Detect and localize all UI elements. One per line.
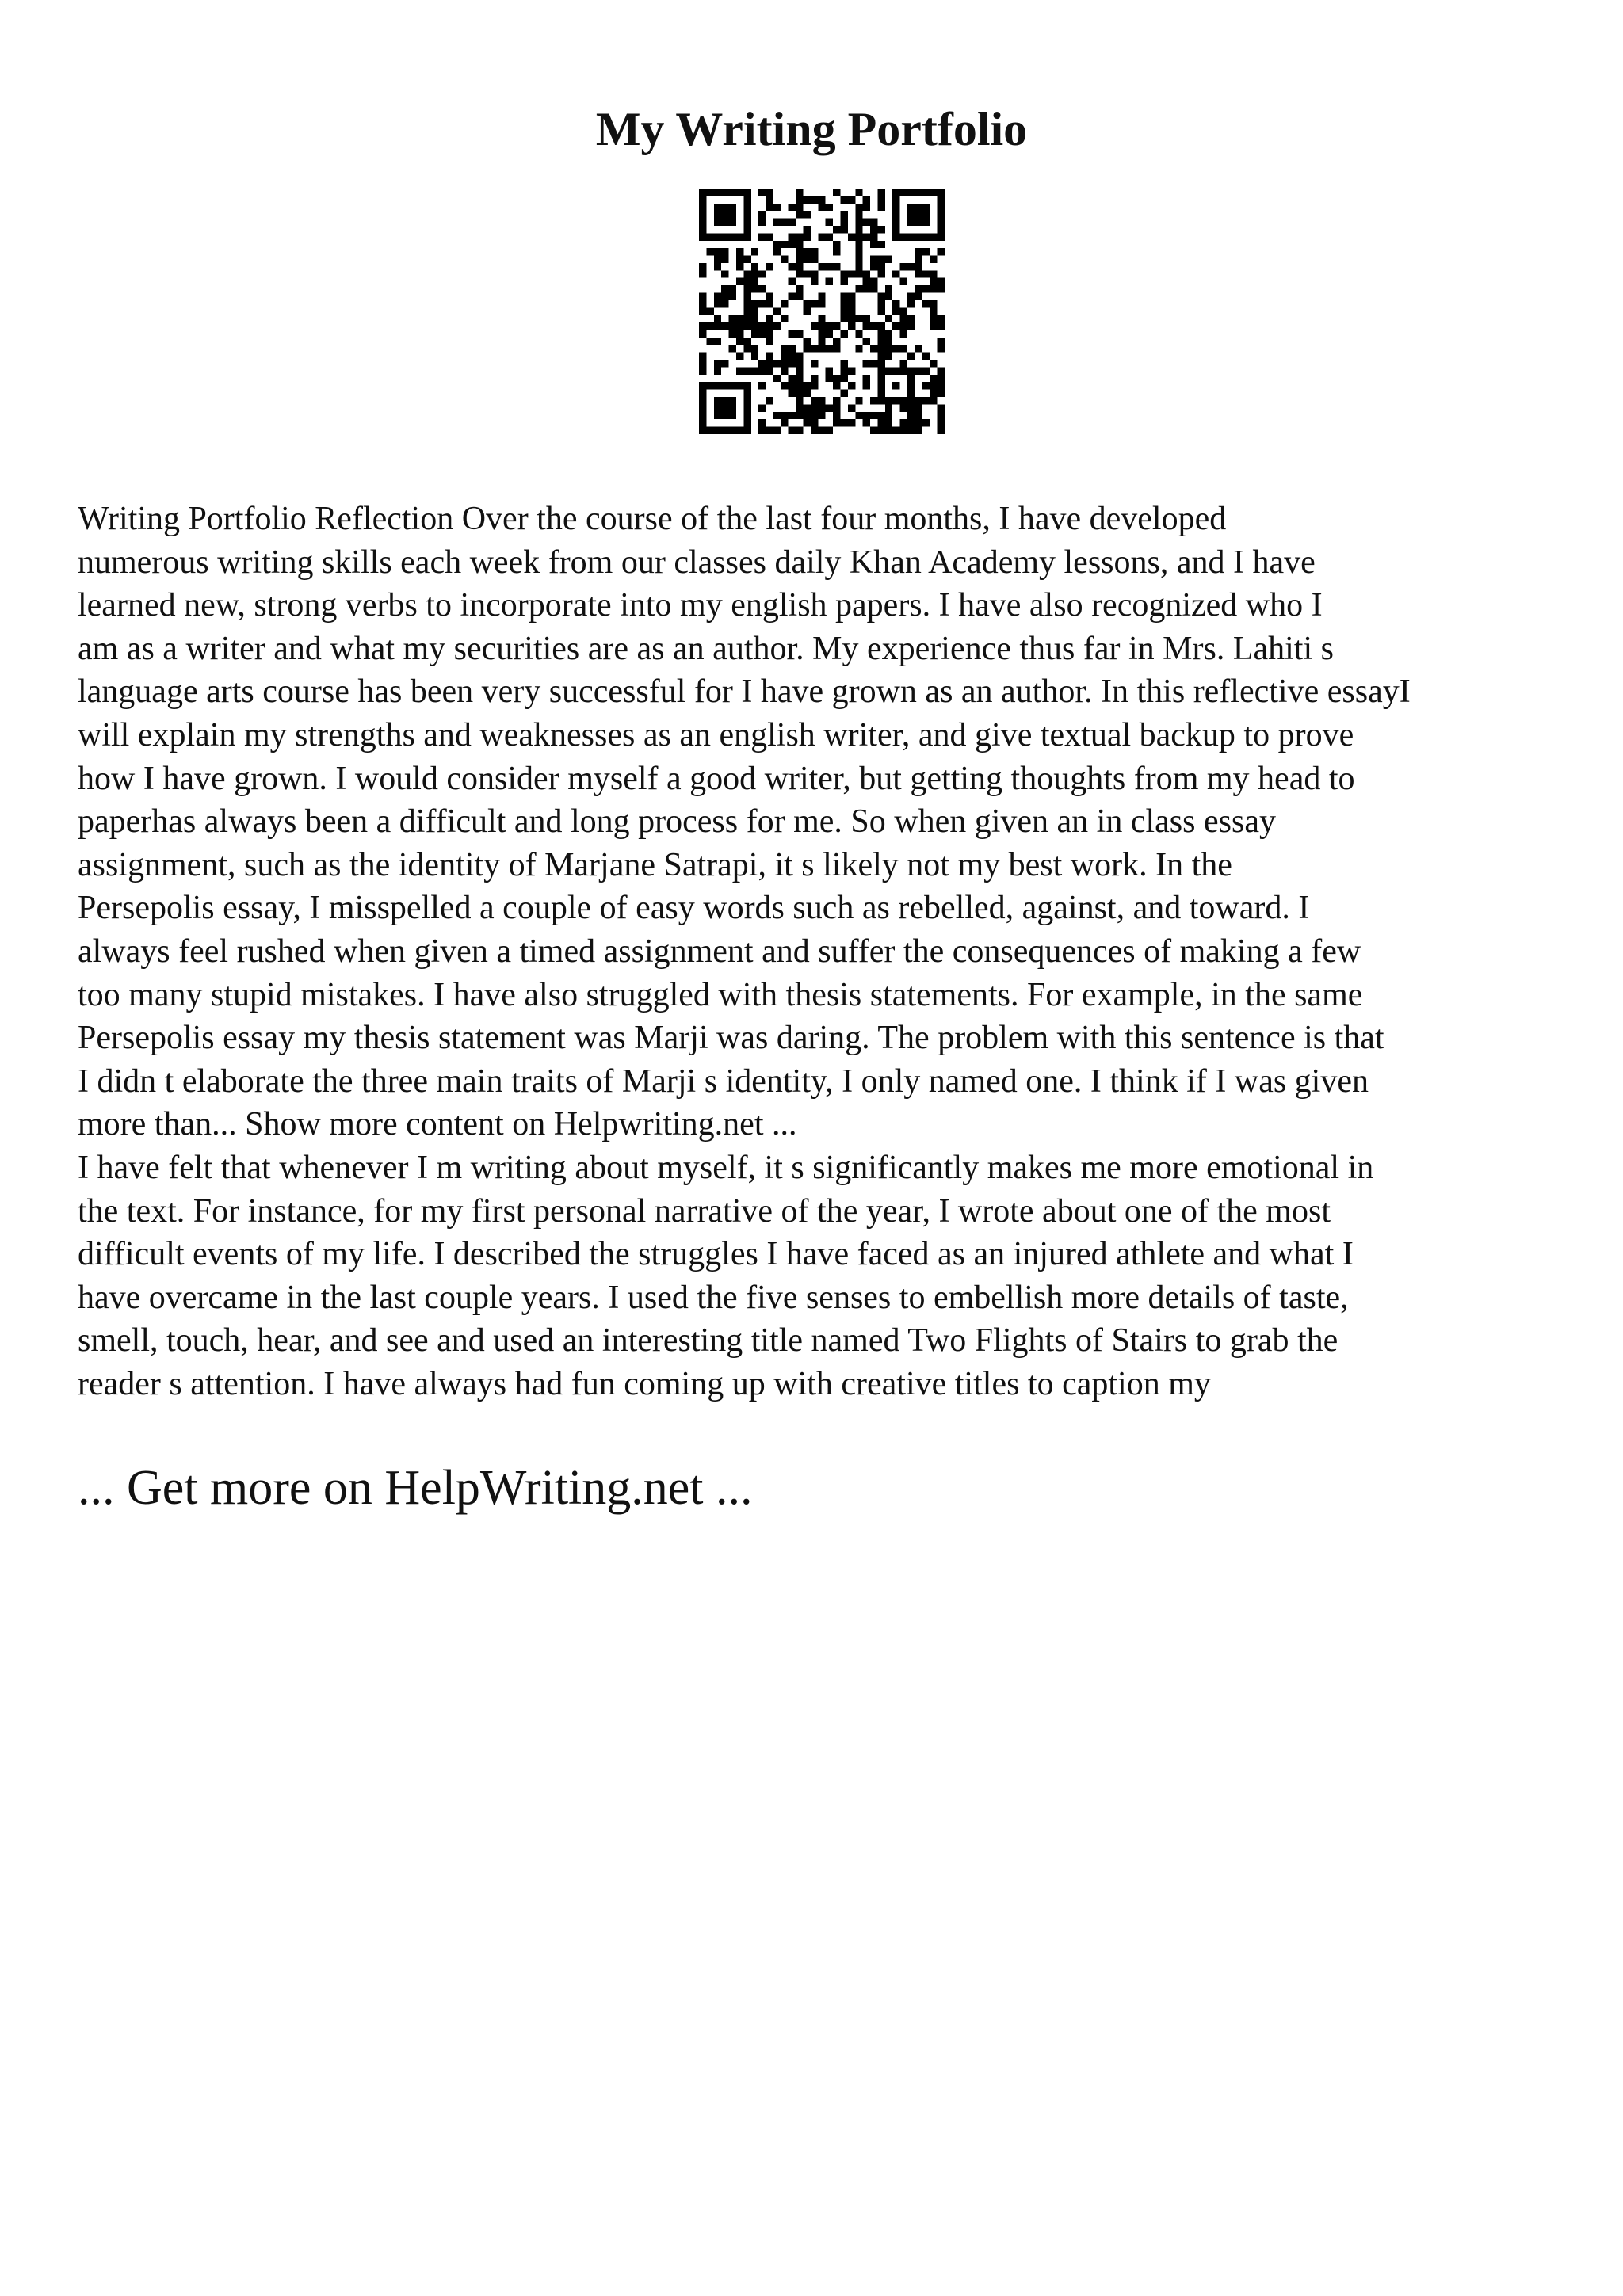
essay-line: smell, touch, hear, and see and used an interesting title named Two Flights of Stairs to grab the	[78, 1322, 1338, 1360]
essay-line: numerous writing skills each week from our classes daily Khan Academy lessons, and I have	[78, 543, 1316, 581]
essay-line: paperhas always been a difficult and long process for me. So when given an in class essay	[78, 803, 1276, 841]
essay-line: how I have grown. I would consider myself a good writer, but getting thoughts from my head to	[78, 760, 1355, 797]
essay-line: am as a writer and what my securities are as an author. My experience thus far in Mrs. Lahiti s	[78, 630, 1334, 667]
essay-line: too many stupid mistakes. I have also struggled with thesis statements. For example, in the same	[78, 976, 1363, 1013]
essay-line: I didn t elaborate the three main traits of Marji s identity, I only named one. I think if I was given	[78, 1062, 1369, 1100]
essay-line: Writing Portfolio Reflection Over the course of the last four months, I have developed	[78, 501, 1227, 537]
essay-body	[78, 498, 1568, 1405]
essay-line: learned new, strong verbs to incorporate into my english papers. I have also recognized who I	[78, 587, 1323, 624]
page-title: My Writing Portfolio	[595, 103, 1028, 155]
get-more-link[interactable]: ... Get more on HelpWriting.net ...	[78, 1461, 753, 1515]
essay-line: difficult events of my life. I described the struggles I have faced as an injured athlete and what I	[78, 1236, 1354, 1273]
essay-line: I have felt that whenever I m writing about myself, it s significantly makes me more emotional in	[78, 1149, 1374, 1186]
essay-line: assignment, such as the identity of Marjane Satrapi, it s likely not my best work. In the	[78, 846, 1232, 883]
essay-line: will explain my strengths and weaknesses as an english writer, and give textual backup to prove	[78, 716, 1354, 753]
essay-paragraph	[78, 1146, 1568, 1406]
essay-line: reader s attention. I have always had fun coming up with creative titles to caption my	[78, 1365, 1211, 1402]
essay-line: more than... Show more content on Helpwriting.net ...	[78, 1106, 797, 1143]
essay-paragraph	[78, 498, 1568, 1146]
essay-line: Persepolis essay, I misspelled a couple of easy words such as rebelled, against, and toward. I	[78, 890, 1310, 927]
essay-line: the text. For instance, for my first personal narrative of the year, I wrote about one of the most	[78, 1192, 1331, 1230]
essay-line: have overcame in the last couple years. I used the five senses to embellish more details of taste,	[78, 1279, 1349, 1316]
essay-line: language arts course has been very successful for I have grown as an author. In this reflective essayI	[78, 673, 1411, 711]
essay-line: always feel rushed when given a timed assignment and suffer the consequences of making a few	[78, 933, 1361, 970]
qr-code-icon	[699, 189, 945, 434]
essay-line: Persepolis essay my thesis statement was Marji was daring. The problem with this sentence is that	[78, 1020, 1384, 1057]
